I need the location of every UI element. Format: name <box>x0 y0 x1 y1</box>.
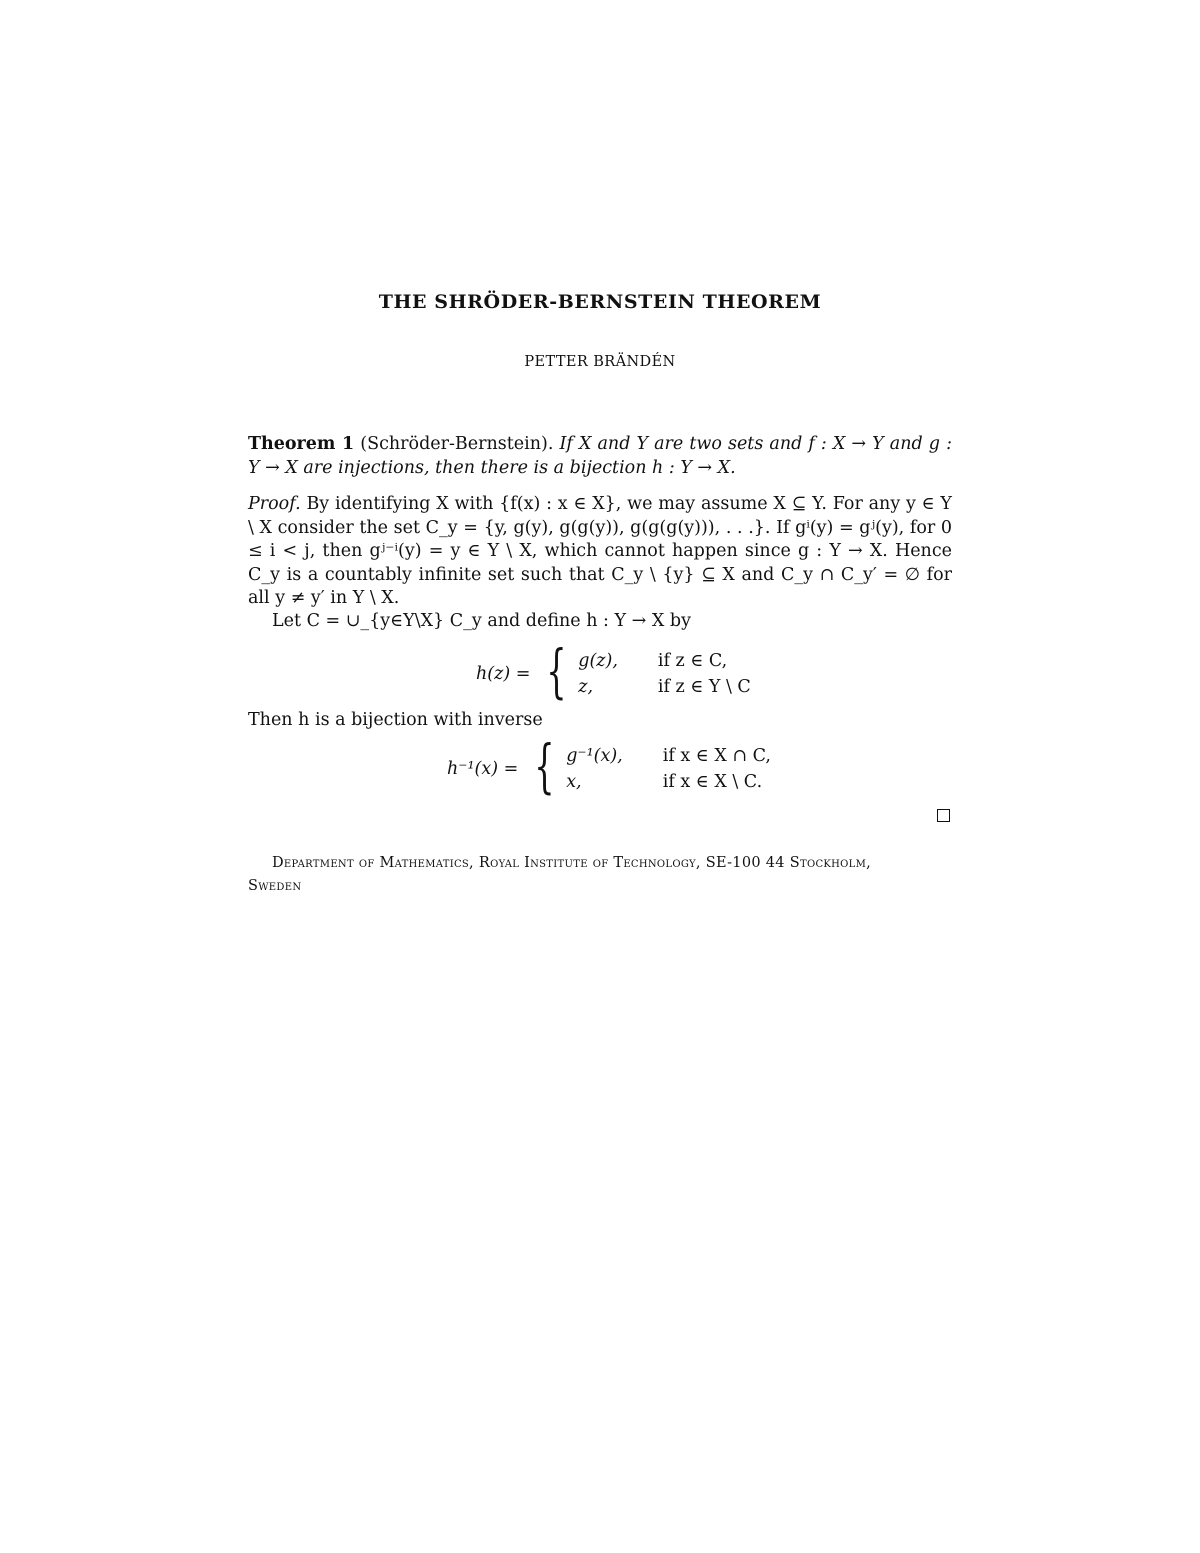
case-expression: g(z), <box>578 651 618 671</box>
left-brace-symbol: { <box>534 732 555 800</box>
left-brace-symbol: { <box>546 637 567 705</box>
proof-label: Proof. <box>248 494 301 514</box>
qed-square-icon <box>937 809 950 822</box>
theorem-statement: If X and Y are two sets and f : X → Y and g : Y → X are injections, then there is a bijection h : Y → X. <box>248 434 952 478</box>
equation-h-inverse-cases <box>566 744 771 794</box>
case-expression: z, <box>578 677 594 697</box>
equation-h <box>476 637 751 706</box>
theorem-block <box>248 433 952 480</box>
case-condition: if z ∈ C, <box>657 651 728 671</box>
theorem-name: (Schröder-Bernstein). <box>360 434 554 454</box>
proof-paragraph <box>248 493 952 611</box>
definition-line: Let C = ∪_{y∈Y\X} C_y and define h : Y → X by <box>272 611 691 631</box>
case-condition: if x ∈ X \ C. <box>662 772 763 792</box>
equation-h-lhs: h(z) = <box>476 664 531 684</box>
equation-h-cases <box>578 649 751 699</box>
author-name: PETTER BRÄNDÉN <box>524 354 676 370</box>
page-title: THE SHRÖDER-BERNSTEIN THEOREM <box>378 291 822 313</box>
author-affiliation <box>248 852 952 898</box>
case-condition: if x ∈ X ∩ C, <box>662 746 771 766</box>
case-expression: x, <box>566 772 582 792</box>
equation-h-inverse-lhs: h⁻¹(x) = <box>447 759 519 779</box>
affiliation-country: Sweden <box>248 878 302 894</box>
case-expression: g⁻¹(x), <box>566 746 623 766</box>
proof-text: By identifying X with {f(x) : x ∈ X}, we may assume X ⊆ Y. For any y ∈ Y \ X consider the set C_y = {y, g(y), g(g(y)), g(g(g(y))), . . .}. If gⁱ(y) = gʲ(y), for 0 ≤ i < j, then gʲ⁻ⁱ(y) = y ∈ Y \ X, which cannot happen since g : Y → X. Hence C_y is a countably infinite set such that C_y \ {y} ⊆ X and C_y ∩ C_y′ = ∅ for all y ≠ y′ in Y \ X. <box>248 494 952 608</box>
affiliation-line: Department of Mathematics, Royal Institute of Technology, SE-100 44 Stockholm, <box>272 855 872 871</box>
equation-h-inverse <box>447 732 771 801</box>
inverse-intro-line: Then h is a bijection with inverse <box>248 710 543 730</box>
theorem-label: Theorem 1 <box>248 434 355 454</box>
case-condition: if z ∈ Y \ C <box>657 677 751 697</box>
